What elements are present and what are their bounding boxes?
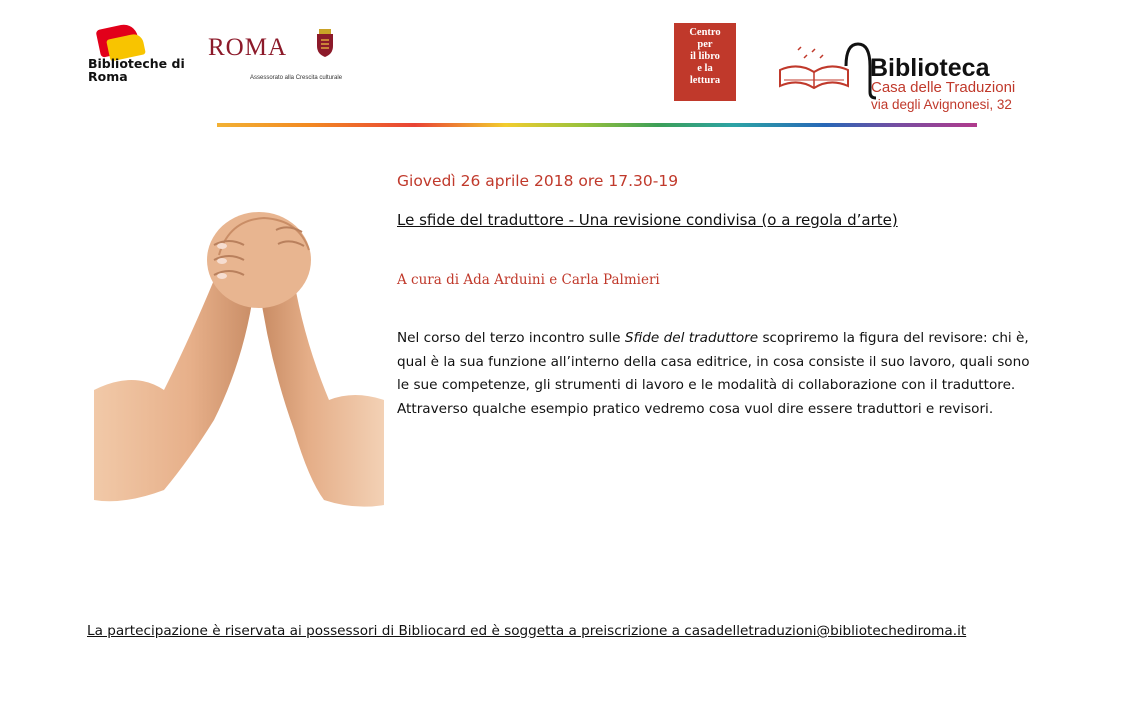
- participation-note: La partecipazione è riservata ai possessori di Bibliocard ed è soggetta a preiscrizione a casadelletraduzioni@bibliotechediroma.it: [87, 623, 967, 639]
- event-curators: A cura di Ada Arduini e Carla Palmieri: [397, 272, 660, 288]
- roma-logo: [208, 28, 348, 86]
- rainbow-divider: [217, 123, 977, 127]
- arm-wrestling-photo: [94, 160, 384, 540]
- centro-line: Centro: [689, 27, 721, 38]
- open-book-icon: [774, 40, 884, 100]
- roma-wordmark: ROMA: [208, 34, 288, 61]
- centro-line: lettura: [689, 75, 721, 86]
- centro-line: e la: [697, 63, 713, 74]
- centro-libro-lettura-logo: [674, 23, 736, 101]
- centro-line: per: [697, 39, 713, 50]
- biblioteche-logo-text: Biblioteche di Roma: [88, 56, 185, 84]
- casa-delle-traduzioni-logo: [774, 24, 1044, 116]
- event-date-time: Giovedì 26 aprile 2018 ore 17.30-19: [397, 172, 679, 190]
- casa-logo-subtitle: Casa delle Traduzioni: [871, 79, 1016, 96]
- description-italic-title: Sfide del traduttore: [624, 330, 759, 346]
- roma-crest-icon: [313, 28, 337, 58]
- description-text: Nel corso del terzo incontro sulle: [397, 330, 625, 346]
- event-description: [397, 327, 1037, 421]
- biblioteche-di-roma-logo: [88, 22, 185, 90]
- roma-subtitle: Assessorato alla Crescita culturale: [250, 75, 343, 81]
- description-text: scopriremo la figura del revisore: chi è, qual è la sua funzione all’interno della casa editrice, in cosa consiste il suo lavoro, quali sono le sue competenze, gli strumenti di lavoro e le modalità di collaborazione con il traduttore. Attraverso qualche esempio pratico vedremo cosa vuol dire essere traduttori e revisori.: [397, 330, 1030, 417]
- centro-line: il libro: [690, 51, 720, 62]
- casa-logo-address: via degli Avignonesi, 32: [871, 97, 1012, 112]
- casa-logo-title: Biblioteca: [870, 54, 990, 82]
- event-title: Le sfide del traduttore - Una revisione condivisa (o a regola d’arte): [397, 211, 898, 229]
